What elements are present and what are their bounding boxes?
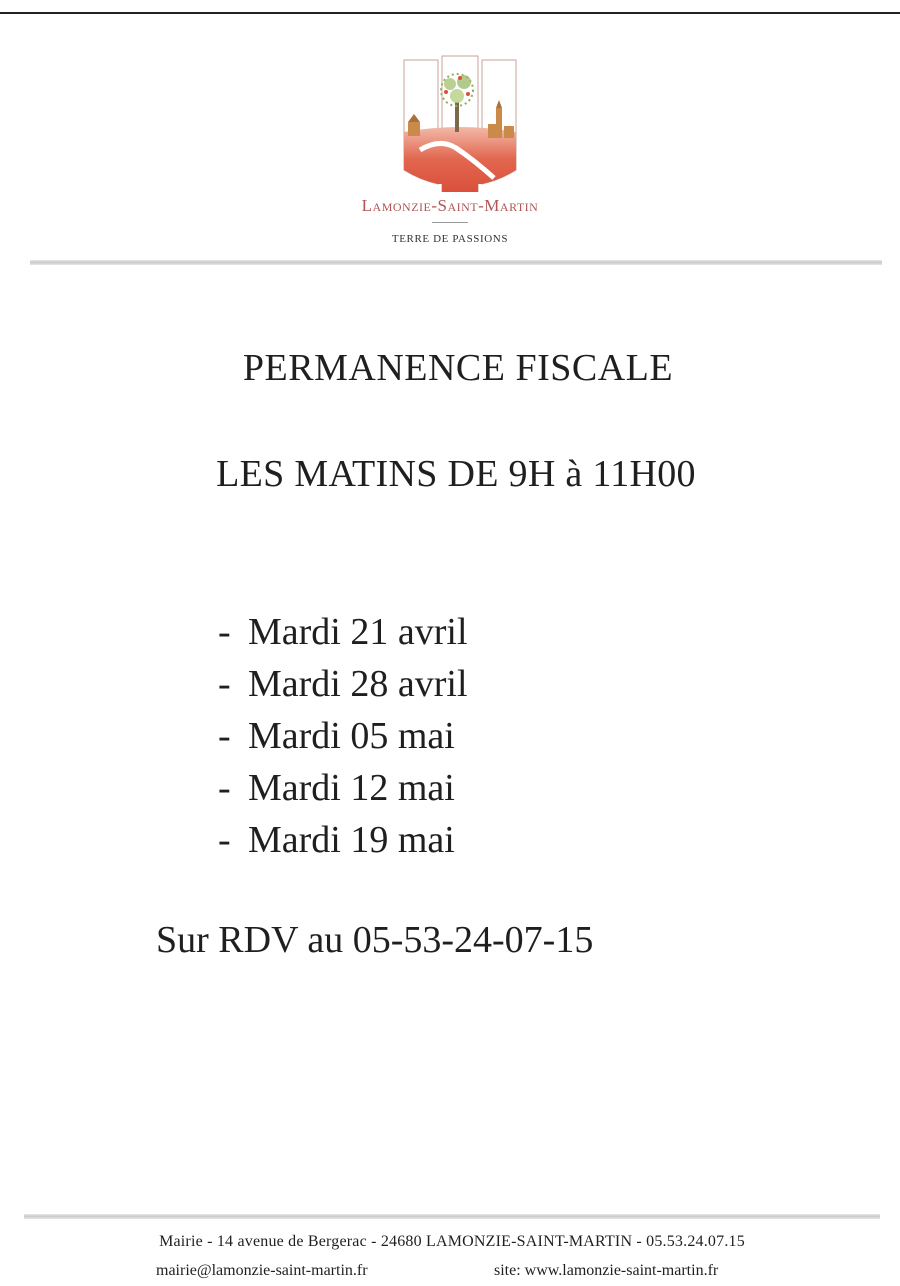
footer-email: mairie@lamonzie-saint-martin.fr [156, 1262, 368, 1279]
notice-title: PERMANENCE FISCALE [242, 347, 674, 389]
appointment-text: Sur RDV au 05-53-24-07-15 [156, 919, 594, 961]
list-item: - Mardi 05 mai [218, 715, 455, 757]
top-border-line [0, 12, 900, 14]
date-label: Mardi 21 avril [248, 611, 468, 653]
date-list [218, 606, 468, 866]
date-label: Mardi 05 mai [248, 715, 455, 757]
list-item: - Mardi 28 avril [218, 663, 468, 705]
date-label: Mardi 28 avril [248, 663, 468, 705]
village-tree-logo-icon [400, 52, 520, 192]
footer-address: Mairie - 14 avenue de Bergerac - 24680 LAMONZIE-SAINT-MARTIN - 05.53.24.07.15 [159, 1233, 745, 1250]
brand-tagline: TERRE DE PASSIONS [391, 233, 509, 245]
date-label: Mardi 19 mai [248, 819, 455, 861]
notice-schedule: LES MATINS DE 9H à 11H00 [216, 453, 696, 495]
brand-separator [432, 222, 468, 223]
footer-website: site: www.lamonzie-saint-martin.fr [494, 1262, 719, 1279]
header-divider [30, 260, 882, 265]
brand-name: Lamonzie-Saint-Martin [361, 196, 539, 215]
list-item: - Mardi 12 mai [218, 767, 455, 809]
list-item: - Mardi 21 avril [218, 611, 468, 653]
footer-divider [24, 1214, 880, 1219]
date-label: Mardi 12 mai [248, 767, 455, 809]
list-item: - Mardi 19 mai [218, 819, 455, 861]
